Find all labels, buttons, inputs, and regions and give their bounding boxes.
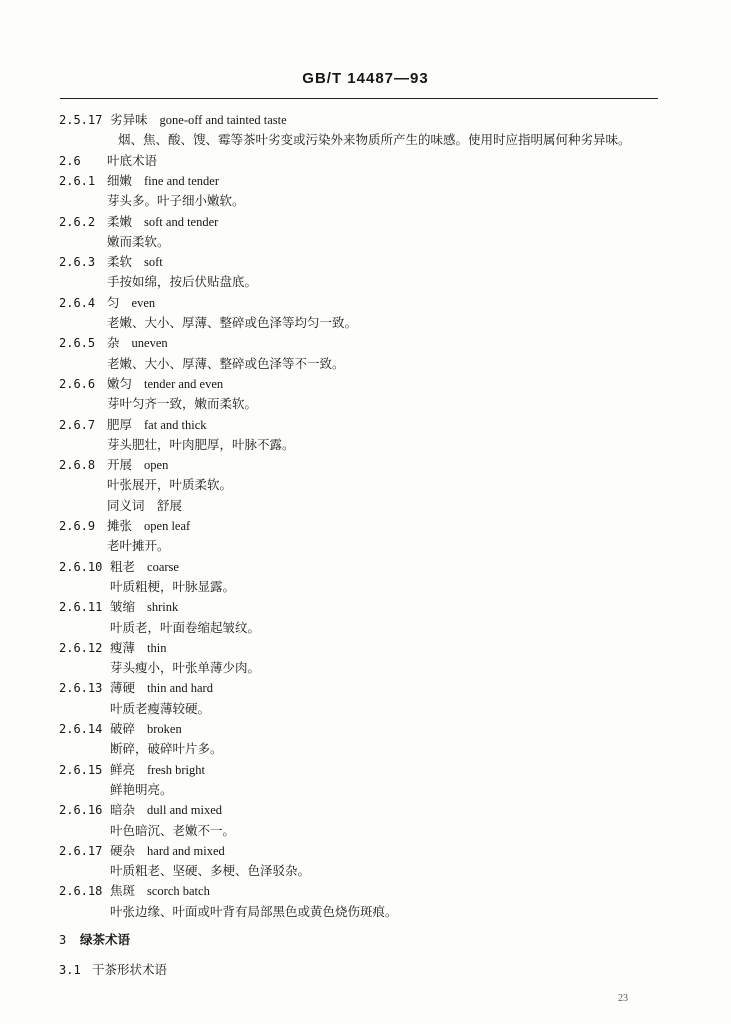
entry-heading bbox=[110, 721, 182, 737]
entry-heading bbox=[107, 254, 163, 270]
entry-number: 2.6.8 bbox=[59, 458, 96, 473]
entry-heading bbox=[110, 680, 213, 696]
term-english: coarse bbox=[147, 559, 179, 574]
term-english: uneven bbox=[131, 336, 168, 351]
entry-number: 2.6.10 bbox=[59, 559, 103, 574]
term-chinese: 皱缩 bbox=[110, 599, 136, 615]
entry-heading bbox=[107, 417, 207, 433]
entry-number: 2.6.7 bbox=[59, 417, 96, 432]
entry-number: 2.6 bbox=[59, 153, 81, 168]
term-english: soft bbox=[144, 255, 163, 270]
term-english: even bbox=[131, 295, 156, 310]
entry-number: 2.6.14 bbox=[59, 722, 103, 736]
term-english: thin bbox=[147, 640, 167, 655]
entry-number: 2.6.13 bbox=[59, 681, 103, 696]
term-chinese: 柔嫩 bbox=[107, 213, 133, 229]
entry-heading bbox=[107, 295, 155, 311]
term-chinese: 硬杂 bbox=[110, 842, 136, 858]
term-english: fine and tender bbox=[144, 173, 219, 188]
entry-description: 手按如绵，按后伏贴盘底。 bbox=[107, 274, 258, 290]
term-chinese: 鲜亮 bbox=[110, 761, 136, 777]
entry-number: 2.6.3 bbox=[59, 255, 96, 270]
term-chinese: 杂 bbox=[107, 335, 120, 351]
entry-description: 老嫩、大小、厚薄、整碎或色泽等不一致。 bbox=[107, 355, 345, 371]
entry-heading bbox=[107, 518, 190, 534]
term-english: fresh bright bbox=[147, 762, 205, 777]
entry-heading bbox=[107, 153, 157, 169]
term-english: open leaf bbox=[144, 519, 191, 533]
term-chinese: 叶底术语 bbox=[107, 152, 158, 168]
term-chinese: 薄硬 bbox=[110, 680, 136, 696]
entry-heading bbox=[110, 883, 210, 899]
entry-heading bbox=[107, 457, 168, 473]
entry-description: 同义词 舒展 bbox=[107, 497, 183, 513]
term-chinese: 细嫩 bbox=[107, 172, 133, 188]
term-english: soft and tender bbox=[144, 214, 219, 229]
entry-number: 2.6.2 bbox=[59, 214, 96, 229]
entry-number: 2.6.15 bbox=[59, 762, 103, 777]
subsection-number: 3.1 bbox=[59, 963, 81, 977]
entry-description: 嫩而柔软。 bbox=[107, 233, 170, 249]
entry-heading bbox=[110, 112, 287, 128]
entry-heading bbox=[107, 173, 219, 189]
header-rule bbox=[60, 98, 658, 99]
entry-heading bbox=[110, 843, 225, 859]
subsection-title: 干茶形状术语 bbox=[92, 962, 168, 977]
term-chinese: 劣异味 bbox=[110, 112, 148, 127]
entry-heading bbox=[110, 559, 179, 575]
term-english: shrink bbox=[147, 600, 179, 615]
entry-description: 老嫩、大小、厚薄、整碎或色泽等均匀一致。 bbox=[107, 315, 358, 330]
entry-number: 2.6.9 bbox=[59, 519, 96, 533]
term-chinese: 柔软 bbox=[107, 254, 133, 270]
term-english: thin and hard bbox=[147, 681, 213, 696]
entry-description: 老叶摊开。 bbox=[107, 538, 170, 554]
term-english: broken bbox=[147, 722, 182, 736]
term-chinese: 瘦薄 bbox=[110, 639, 136, 655]
term-english: gone-off and tainted taste bbox=[159, 113, 287, 127]
term-chinese: 嫩匀 bbox=[107, 375, 133, 391]
section-number: 3 bbox=[59, 933, 67, 947]
entry-number: 2.6.17 bbox=[59, 843, 103, 858]
term-chinese: 开展 bbox=[107, 457, 133, 473]
entry-description: 叶质老，叶面卷缩起皱纹。 bbox=[110, 619, 261, 635]
entry-number: 2.6.6 bbox=[59, 376, 96, 391]
term-english: hard and mixed bbox=[147, 843, 225, 858]
term-english: open bbox=[144, 458, 169, 473]
entry-description: 烟、焦、酸、馊、霉等茶叶劣变或污染外来物质所产生的味感。使用时应指明属何种劣异味。 bbox=[118, 132, 631, 148]
entry-description: 芽头肥壮，叶肉肥厚，叶脉不露。 bbox=[107, 436, 295, 452]
entry-description: 叶张边缘、叶面或叶背有局部黑色或黄色烧伤斑痕。 bbox=[110, 903, 398, 919]
entry-number: 2.6.18 bbox=[59, 884, 103, 899]
entry-heading bbox=[110, 599, 178, 615]
term-english: scorch batch bbox=[147, 884, 210, 899]
entry-heading bbox=[110, 762, 205, 778]
section-title: 绿茶术语 bbox=[80, 932, 131, 947]
entry-description: 叶质粗梗，叶脉显露。 bbox=[110, 578, 236, 594]
entry-number: 2.6.4 bbox=[59, 295, 96, 310]
entry-heading bbox=[107, 335, 168, 351]
entry-description: 芽叶匀齐一致，嫩而柔软。 bbox=[107, 396, 258, 412]
term-english: fat and thick bbox=[144, 417, 207, 432]
entry-number: 2.6.16 bbox=[59, 803, 103, 818]
term-english: tender and even bbox=[144, 376, 224, 391]
term-english: dull and mixed bbox=[147, 803, 223, 818]
term-chinese: 破碎 bbox=[110, 721, 136, 736]
entry-description: 叶质老瘦薄较硬。 bbox=[110, 700, 211, 716]
entry-description: 芽头瘦小，叶张单薄少肉。 bbox=[110, 660, 261, 676]
entry-description: 叶质粗老、坚硬、多梗、色泽驳杂。 bbox=[110, 863, 311, 879]
entry-number: 2.5.17 bbox=[59, 113, 103, 127]
term-chinese: 暗杂 bbox=[110, 802, 136, 818]
entry-description: 断碎，破碎叶片多。 bbox=[110, 741, 223, 757]
entry-number: 2.6.5 bbox=[59, 336, 96, 351]
entry-description: 叶张展开，叶质柔软。 bbox=[107, 477, 233, 493]
entry-description: 叶色暗沉、老嫩不一。 bbox=[110, 822, 236, 838]
entry-number: 2.6.1 bbox=[59, 173, 96, 188]
term-chinese: 摊张 bbox=[107, 518, 133, 533]
entry-heading bbox=[110, 640, 166, 656]
entry-heading bbox=[107, 376, 223, 392]
term-chinese: 焦斑 bbox=[110, 883, 136, 899]
page-number: 23 bbox=[618, 993, 628, 1004]
term-chinese: 匀 bbox=[107, 294, 120, 310]
entry-heading bbox=[107, 214, 218, 230]
term-chinese: 肥厚 bbox=[107, 416, 133, 432]
entry-description: 鲜艳明亮。 bbox=[110, 781, 173, 797]
entry-number: 2.6.12 bbox=[59, 640, 103, 655]
entry-number: 2.6.11 bbox=[59, 600, 103, 615]
entry-description: 芽头多。叶子细小嫩软。 bbox=[107, 193, 245, 209]
entry-heading bbox=[110, 802, 222, 818]
document-header: GB/T 14487—93 bbox=[302, 70, 429, 87]
term-chinese: 粗老 bbox=[110, 558, 136, 574]
